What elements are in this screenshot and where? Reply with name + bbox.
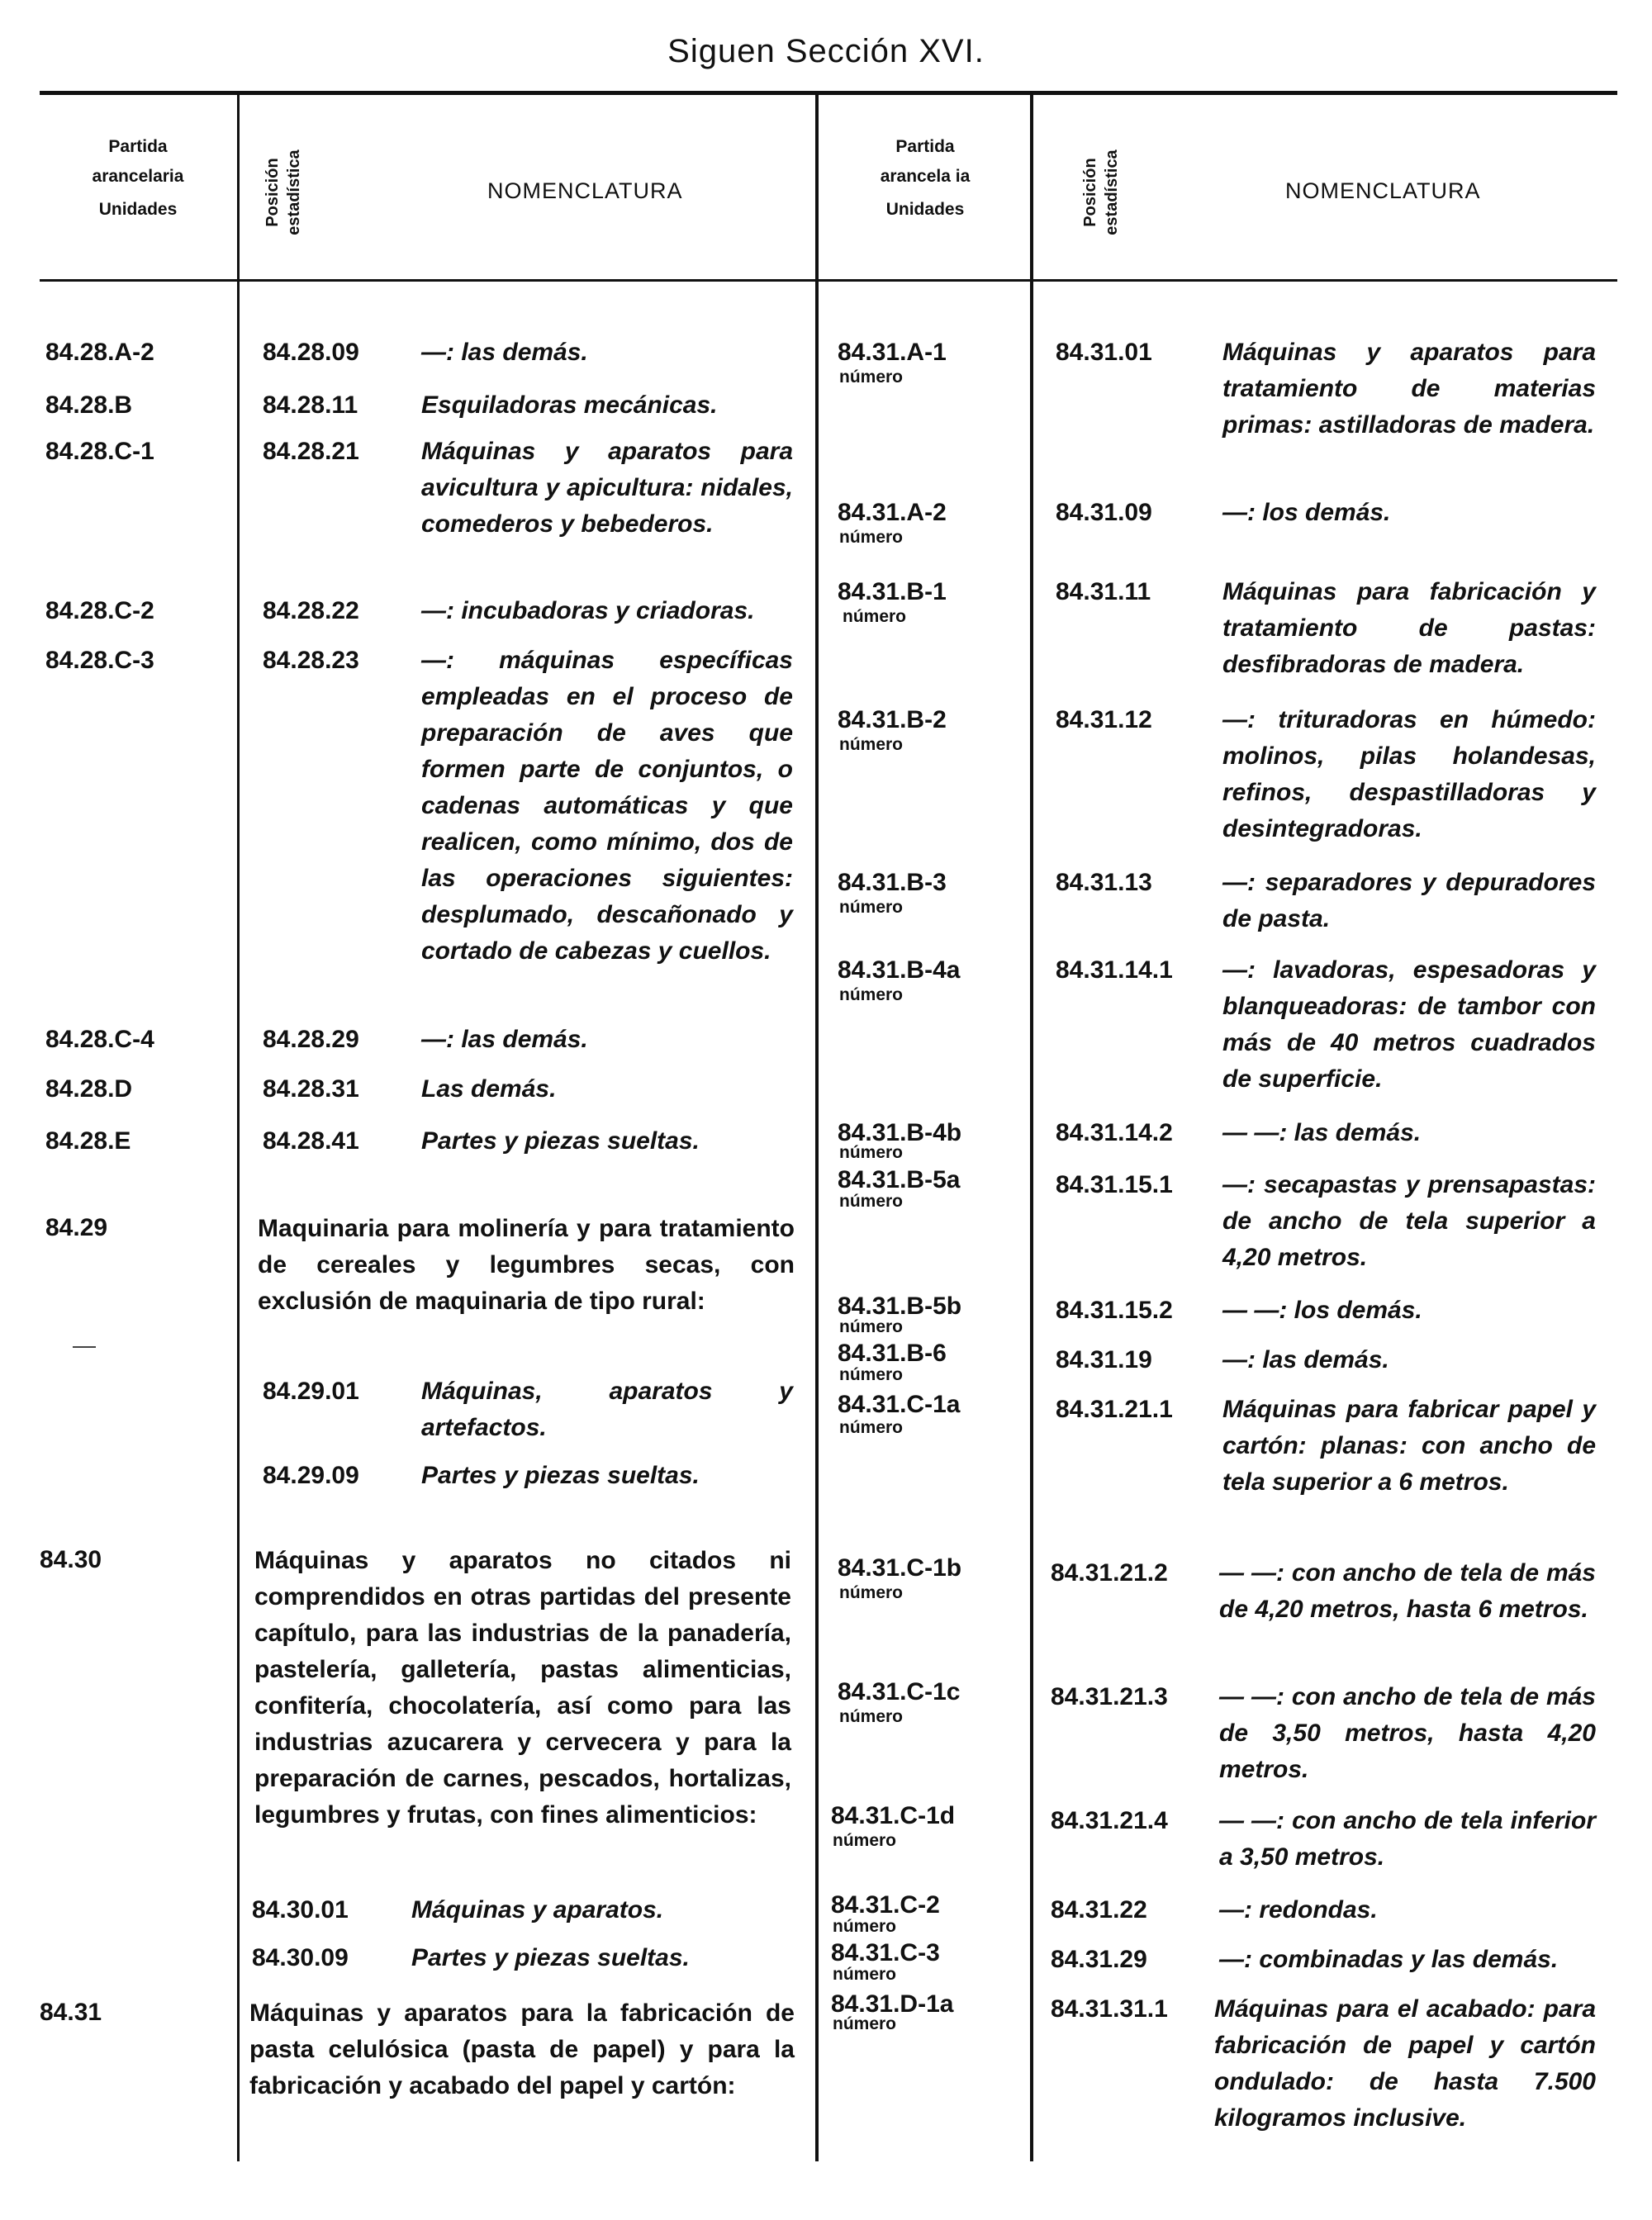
table-row-description: —: trituradoras en húmedo: molinos, pilas holandesas, refinos, despastilladoras y desintegradoras. (1222, 706, 1596, 842)
table-row-code: 84.31.C-1b (838, 1554, 962, 1582)
table-row-unit: número (833, 1917, 897, 1936)
table-row-description: Partes y piezas sueltas. (421, 1462, 700, 1489)
header-partida (43, 132, 233, 225)
table-row-code: 84.31.C-3 (831, 1939, 940, 1966)
header-bottom-rule (40, 279, 1617, 282)
table-row-position: 84.28.41 (263, 1127, 359, 1155)
table-row-unit: número (833, 1831, 897, 1850)
header-partida-right-line3: Unidades (885, 200, 965, 219)
table-row-code: 84.31.B-4a (838, 956, 961, 984)
header-posicion-right-line1: Posición (1081, 158, 1099, 227)
table-row-position: 84.31.09 (1056, 499, 1152, 526)
table-row-code: 84.31.B-3 (838, 869, 947, 896)
table-row-unit: número (843, 607, 907, 626)
table-row-code: 84.28.D (45, 1075, 133, 1103)
table-row-position: 84.31.14.1 (1056, 956, 1173, 984)
header-partida-line1: Partida (108, 137, 168, 156)
table-row-description: — —: con ancho de tela de más de 3,50 metros, hasta 4,20 metros. (1219, 1683, 1596, 1783)
column-divider-3 (1030, 92, 1033, 2161)
table-row-description: —: incubadoras y criadoras. (421, 597, 755, 624)
heading-code-8429: 84.29 (45, 1214, 108, 1241)
table-row-unit: número (839, 985, 904, 1004)
table-row-description: — —: con ancho de tela de más de 4,20 metros, hasta 6 metros. (1219, 1559, 1596, 1623)
table-row-description: —: las demás. (421, 339, 588, 366)
table-row-description: —: separadores y depuradores de pasta. (1222, 869, 1596, 932)
header-posicion-right-line2: estadística (1103, 149, 1121, 235)
header-posicion (262, 143, 308, 242)
table-row-code: 84.28.C-3 (45, 647, 154, 674)
table-row-code: 84.31.B-5a (838, 1166, 961, 1193)
table-row-position: 84.31.15.1 (1056, 1171, 1173, 1198)
table-row-description: — —: las demás. (1222, 1119, 1422, 1146)
table-row-code: 84.28.A-2 (45, 339, 154, 366)
header-partida-right (822, 132, 1028, 225)
table-row-unit: número (839, 1365, 904, 1384)
heading-text-8429: Maquinaria para molinería y para tratamiento de cereales y legumbres secas, con exclusión de maquinaria de tipo rural: (258, 1215, 795, 1315)
table-row-position: 84.31.29 (1051, 1946, 1147, 1973)
header-partida-line2: arancelaria (92, 167, 184, 186)
table-row-position: 84.31.31.1 (1051, 1995, 1168, 2023)
table-row-position: 84.31.19 (1056, 1346, 1152, 1373)
table-row-code: 84.31.C-1d (831, 1802, 956, 1829)
heading-text-8431: Máquinas y aparatos para la fabricación de pasta celulósica (pasta de papel) y para la fabricación y acabado del papel y cartón: (249, 1999, 795, 2099)
table-row-position: 84.31.21.1 (1056, 1396, 1173, 1423)
table-row-position: 84.29.09 (263, 1462, 359, 1489)
table-row-position: 84.28.11 (263, 391, 358, 419)
table-row-description: Máquinas para fabricación y tratamiento de pastas: desfibradoras de madera. (1222, 578, 1596, 678)
table-row-code: 84.31.B-6 (838, 1340, 947, 1367)
table-row-code: 84.28.B (45, 391, 133, 419)
table-row-description: —: combinadas y las demás. (1219, 1946, 1559, 1973)
table-row-unit: número (839, 1192, 904, 1211)
table-row-position: 84.28.22 (263, 597, 359, 624)
table-row-unit: número (839, 368, 904, 387)
table-row-code: 84.31.A-1 (838, 339, 947, 366)
table-row-unit: número (839, 1418, 904, 1437)
stray-dash (73, 1346, 96, 1348)
header-nomenclatura: NOMENCLATURA (487, 178, 683, 203)
table-row-code: 84.28.C-1 (45, 438, 154, 465)
table-row-code: 84.31.C-1a (838, 1391, 961, 1418)
table-row-unit: número (839, 1707, 904, 1726)
table-row-unit: número (833, 2014, 897, 2033)
table-row-description: —: máquinas específicas empleadas en el proceso de preparación de aves que formen parte de conjuntos, o cadenas automáticas y que realicen, como mínimo, dos de las operaciones siguientes: desplumado, descañonado y cortado de cabezas y cuellos. (421, 647, 793, 965)
table-row-position: 84.28.31 (263, 1075, 359, 1103)
table-row-position: 84.29.01 (263, 1378, 359, 1405)
page-title: Siguen Sección XVI. (667, 33, 985, 69)
table-row-position: 84.31.14.2 (1056, 1119, 1173, 1146)
table-row-description: — —: con ancho de tela inferior a 3,50 metros. (1219, 1807, 1596, 1871)
heading-code-8430: 84.30 (40, 1546, 102, 1573)
table-row-description: Máquinas y aparatos para tratamiento de materias primas: astilladoras de madera. (1222, 339, 1596, 439)
table-row-position: 84.28.29 (263, 1026, 359, 1053)
header-posicion-line2: estadística (285, 149, 303, 235)
table-row-description: Partes y piezas sueltas. (421, 1127, 700, 1155)
table-row-description: Esquiladoras mecánicas. (421, 391, 718, 419)
table-row-description: —: redondas. (1219, 1896, 1378, 1924)
table-top-rule (40, 91, 1617, 95)
table-row-code: 84.28.E (45, 1127, 131, 1155)
table-row-position: 84.31.11 (1056, 578, 1151, 605)
table-row-code: 84.31.B-4b (838, 1119, 962, 1146)
table-row-position: 84.31.01 (1056, 339, 1152, 366)
table-row-position: 84.31.21.2 (1051, 1559, 1168, 1587)
table-row-description: Máquinas para fabricar papel y cartón: planas: con ancho de tela superior a 6 metros. (1222, 1396, 1596, 1496)
table-row-code: 84.31.B-1 (838, 578, 947, 605)
table-row-description: —: lavadoras, espesadoras y blanqueadoras: de tambor con más de 40 metros cuadrados de superficie. (1222, 956, 1596, 1093)
table-row-description: Las demás. (421, 1075, 557, 1103)
table-row-code: 84.31.A-2 (838, 499, 947, 526)
table-row-position: 84.28.23 (263, 647, 359, 674)
table-row-unit: número (839, 528, 904, 547)
table-row-description: — —: los demás. (1222, 1297, 1422, 1324)
table-row-position: 84.31.12 (1056, 706, 1152, 733)
table-row-code: 84.31.C-2 (831, 1891, 940, 1919)
header-partida-right-line2: arancela ia (880, 167, 971, 186)
table-row-description: —: las demás. (1222, 1346, 1389, 1373)
table-row-description: Partes y piezas sueltas. (411, 1944, 690, 1971)
table-row-position: 84.28.09 (263, 339, 359, 366)
table-row-description: Máquinas y aparatos para avicultura y apicultura: nidales, comederos y bebederos. (421, 438, 793, 538)
table-row-description: —: secapastas y prensapastas: de ancho de tela superior a 4,20 metros. (1222, 1171, 1596, 1271)
heading-text-8430: Máquinas y aparatos no citados ni comprendidos en otras partidas del presente capítulo, para las industrias de la panadería, pastelería, galletería, pastas alimenticias, confitería, chocolatería, así como para las industrias azucarera y cervecera y para la preparación de carnes, pescados, hortalizas, legumbres y frutas, con fines alimenticios: (254, 1547, 791, 1829)
header-posicion-line1: Posición (263, 158, 282, 227)
table-row-unit: número (839, 1143, 904, 1162)
table-row-position: 84.31.13 (1056, 869, 1152, 896)
table-row-code: 84.28.C-2 (45, 597, 154, 624)
table-row-code: 84.31.B-2 (838, 706, 947, 733)
table-row-description: Máquinas, aparatos y artefactos. (421, 1378, 793, 1441)
table-row-code: 84.31.D-1a (831, 1990, 954, 2018)
table-row-unit: número (833, 1965, 897, 1984)
table-row-code: 84.28.C-4 (45, 1026, 154, 1053)
table-row-position: 84.31.22 (1051, 1896, 1147, 1924)
table-row-unit: número (839, 898, 904, 917)
table-row-position: 84.30.01 (252, 1896, 349, 1924)
table-row-position: 84.30.09 (252, 1944, 349, 1971)
table-row-description: Máquinas y aparatos. (411, 1896, 664, 1924)
table-row-position: 84.31.21.3 (1051, 1683, 1168, 1710)
table-row-description: —: las demás. (421, 1026, 588, 1053)
table-row-description: —: los demás. (1222, 499, 1391, 526)
table-row-unit: número (839, 1317, 904, 1336)
table-row-position: 84.28.21 (263, 438, 359, 465)
header-nomenclatura-right: NOMENCLATURA (1285, 178, 1481, 203)
header-partida-right-line1: Partida (895, 137, 955, 156)
table-row-description: Máquinas para el acabado: para fabricación de papel y cartón ondulado: de hasta 7.500 kilogramos inclusive. (1214, 1995, 1596, 2132)
table-row-code: 84.31.C-1c (838, 1678, 961, 1705)
table-row-unit: número (839, 735, 904, 754)
column-divider-2 (815, 92, 819, 2161)
heading-code-8431: 84.31 (40, 1999, 102, 2026)
table-row-position: 84.31.21.4 (1051, 1807, 1168, 1834)
header-posicion-right (1080, 143, 1126, 242)
table-row-position: 84.31.15.2 (1056, 1297, 1173, 1324)
table-row-code: 84.31.B-5b (838, 1293, 962, 1320)
column-divider-1 (237, 92, 240, 2161)
table-row-unit: número (839, 1583, 904, 1602)
header-partida-line3: Unidades (98, 200, 178, 219)
